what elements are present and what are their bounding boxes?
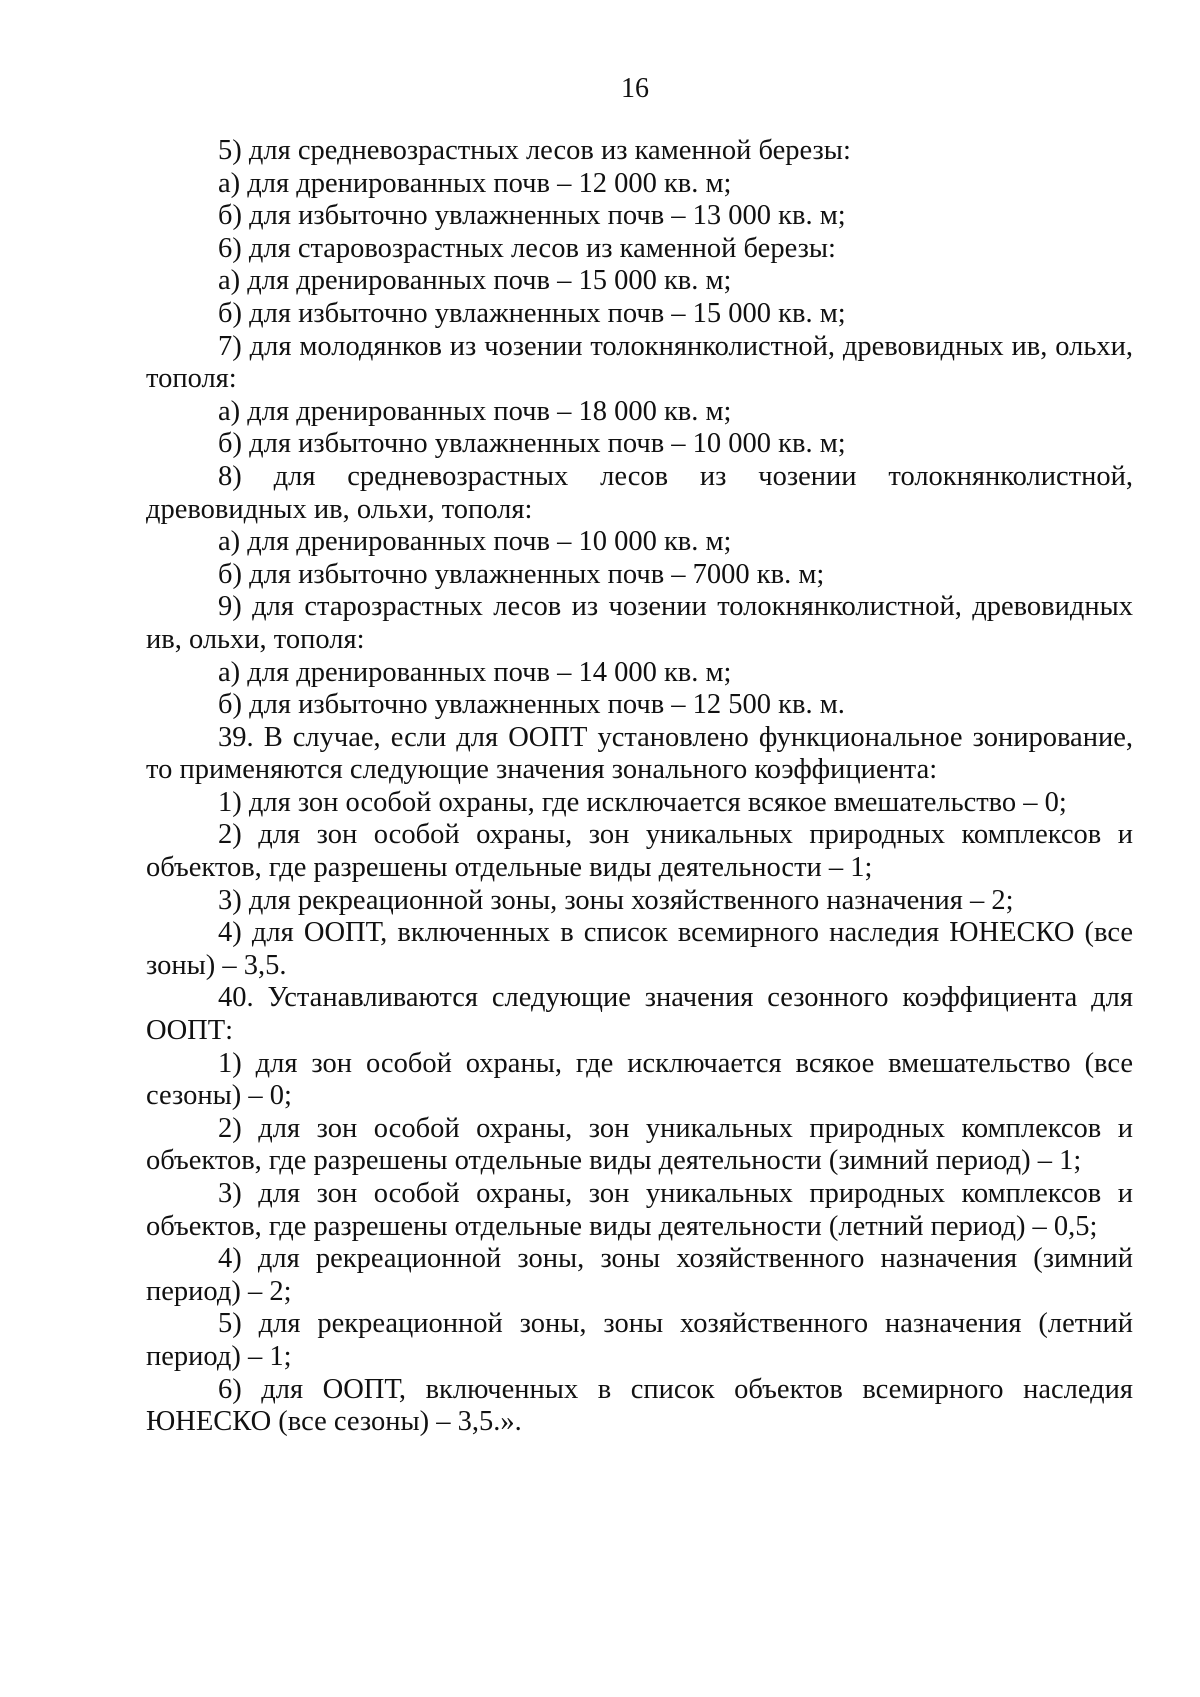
paragraph: 3) для рекреационной зоны, зоны хозяйственного назначения – 2; xyxy=(218,884,1014,916)
paragraph: 3) для зон особой охраны, зон уникальных природных комплексов и объектов, где разрешены отдельные виды деятельности (летний период) – 0,5; xyxy=(146,1178,1133,1242)
paragraph: 5) для средневозрастных лесов из каменной березы: xyxy=(218,135,851,166)
paragraph: 9) для старозрастных лесов из чозении толокнянколистной, древовидных ив, ольхи, тополя: xyxy=(146,591,1133,655)
paragraph: б) для избыточно увлажненных почв – 13 000 кв. м; xyxy=(218,200,846,232)
paragraph: 2) для зон особой охраны, зон уникальных природных комплексов и объектов, где разрешены отдельные виды деятельности (зимний период) – 1; xyxy=(146,1112,1133,1177)
paragraph: 6) для ООПТ, включенных в список объектов всемирного наследия ЮНЕСКО (все сезоны) – 3,5.». xyxy=(146,1373,1133,1438)
paragraph: 1) для зон особой охраны, где исключается всякое вмешательство (все сезоны) – 0; xyxy=(146,1047,1133,1112)
paragraph: 2) для зон особой охраны, зон уникальных природных комплексов и объектов, где разрешены отдельные виды деятельности – 1; xyxy=(146,819,1133,884)
paragraph: 40. Устанавливаются следующие значения сезонного коэффициента для ООПТ: xyxy=(146,982,1133,1047)
paragraph: 4) для рекреационной зоны, зоны хозяйственного назначения (зимний период) – 2; xyxy=(146,1243,1133,1307)
paragraph: 8) для средневозрастных лесов из чозении толокнянколистной, древовидных ив, ольхи, тополя: xyxy=(146,460,1133,525)
paragraph: 6) для старовозрастных лесов из каменной березы: xyxy=(218,232,836,264)
paragraph: а) для дренированных почв – 14 000 кв. м; xyxy=(218,656,732,688)
paragraph: б) для избыточно увлажненных почв – 10 000 кв. м; xyxy=(218,428,846,460)
paragraph: 4) для ООПТ, включенных в список всемирного наследия ЮНЕСКО (все зоны) – 3,5. xyxy=(146,917,1133,981)
paragraph: 5) для рекреационной зоны, зоны хозяйственного назначения (летний период) – 1; xyxy=(146,1308,1133,1372)
paragraph: 7) для молодянков из чозении толокнянколистной, древовидных ив, ольхи, тополя: xyxy=(146,330,1133,395)
paragraph: а) для дренированных почв – 10 000 кв. м; xyxy=(218,526,732,558)
page-number: 16 xyxy=(621,73,649,104)
paragraph: 39. В случае, если для ООПТ установлено функциональное зонирование, то применяются следующие значения зонального коэффициента: xyxy=(146,721,1133,786)
paragraph: б) для избыточно увлажненных почв – 7000 кв. м; xyxy=(218,558,825,590)
paragraph: а) для дренированных почв – 15 000 кв. м; xyxy=(218,265,732,297)
paragraph: б) для избыточно увлажненных почв – 12 500 кв. м. xyxy=(218,689,845,721)
paragraph: 1) для зон особой охраны, где исключается всякое вмешательство – 0; xyxy=(218,786,1067,818)
paragraph: а) для дренированных почв – 12 000 кв. м; xyxy=(218,167,732,199)
document-body xyxy=(146,135,1133,1439)
paragraph: б) для избыточно увлажненных почв – 15 000 кв. м; xyxy=(218,297,846,329)
paragraph: а) для дренированных почв – 18 000 кв. м; xyxy=(218,395,732,427)
